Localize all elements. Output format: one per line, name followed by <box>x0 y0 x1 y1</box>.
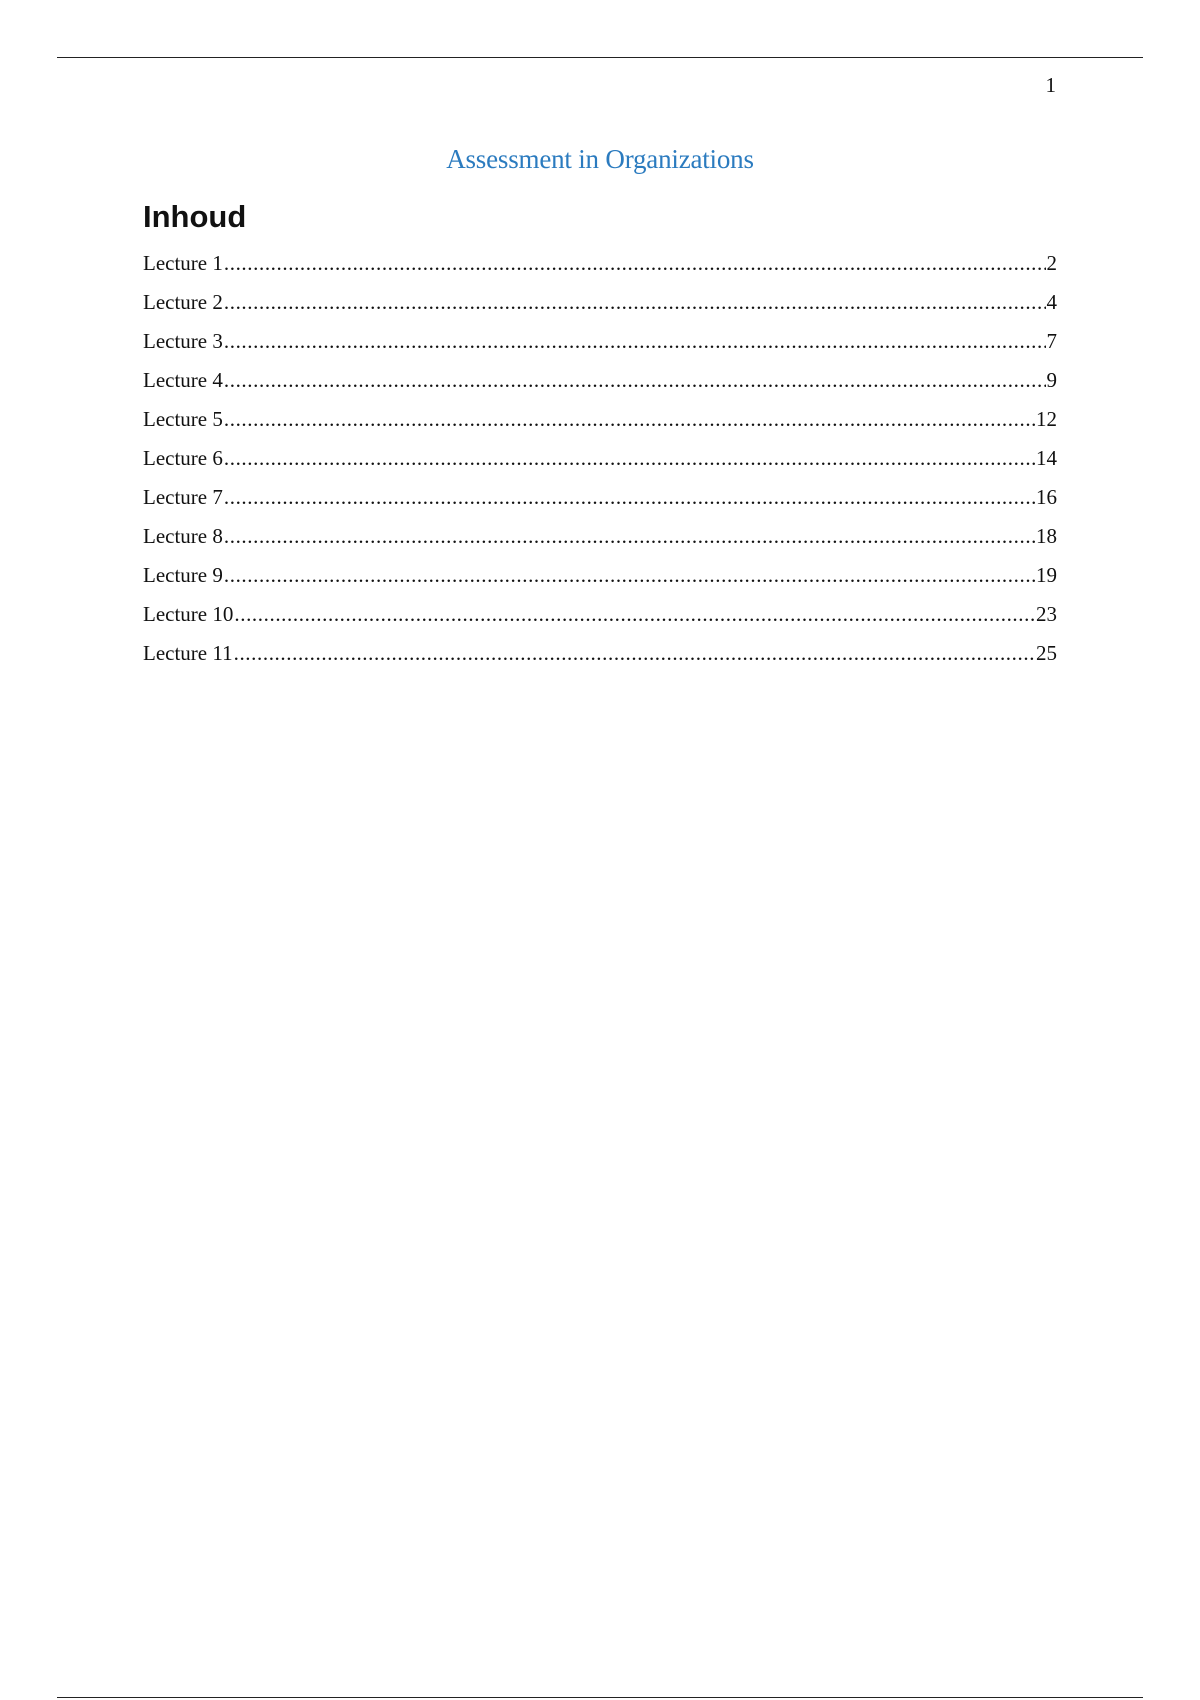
page-number: 1 <box>1045 73 1056 97</box>
toc-entry-page: 7 <box>1046 329 1057 353</box>
toc-entry-page: 14 <box>1036 446 1057 470</box>
toc-heading: Inhoud <box>143 199 247 234</box>
toc-entry-label: Lecture 11 <box>143 641 233 665</box>
toc-entry-page: 23 <box>1036 602 1057 626</box>
header-rule <box>57 57 1143 58</box>
toc-entry-page: 19 <box>1036 563 1057 587</box>
toc-dot-leader <box>224 328 1046 354</box>
toc-dot-leader <box>224 484 1035 510</box>
toc-entry-label: Lecture 9 <box>143 563 223 587</box>
toc-entry-label: Lecture 2 <box>143 290 223 314</box>
toc-entry-page: 25 <box>1036 641 1057 665</box>
toc-entry-page: 18 <box>1036 524 1057 548</box>
toc-entry-lecture-6[interactable] <box>143 445 1057 484</box>
toc-dot-leader <box>224 562 1035 588</box>
toc-entry-label: Lecture 1 <box>143 251 223 275</box>
toc-entry-lecture-1[interactable] <box>143 250 1057 289</box>
toc-entry-page: 12 <box>1036 407 1057 431</box>
toc-dot-leader <box>224 523 1035 549</box>
toc-entry-label: Lecture 7 <box>143 485 223 509</box>
toc-entry-label: Lecture 4 <box>143 368 223 392</box>
toc-dot-leader <box>234 601 1035 627</box>
document-title: Assessment in Organizations <box>446 144 754 174</box>
toc-entry-lecture-7[interactable] <box>143 484 1057 523</box>
toc-dot-leader <box>224 367 1046 393</box>
toc-entry-lecture-11[interactable] <box>143 640 1057 679</box>
toc-entry-lecture-2[interactable] <box>143 289 1057 328</box>
toc-entry-lecture-9[interactable] <box>143 562 1057 601</box>
footer-rule <box>57 1697 1143 1698</box>
toc-entry-label: Lecture 3 <box>143 329 223 353</box>
toc-entry-page: 16 <box>1036 485 1057 509</box>
toc-dot-leader <box>224 406 1035 432</box>
toc-dot-leader <box>234 640 1035 666</box>
toc-entry-label: Lecture 6 <box>143 446 223 470</box>
toc-dot-leader <box>224 250 1046 276</box>
toc-entry-label: Lecture 8 <box>143 524 223 548</box>
toc-entry-lecture-5[interactable] <box>143 406 1057 445</box>
toc-entry-label: Lecture 5 <box>143 407 223 431</box>
toc-entry-lecture-4[interactable] <box>143 367 1057 406</box>
toc-entry-page: 9 <box>1046 368 1057 392</box>
table-of-contents <box>143 250 1057 679</box>
toc-entry-lecture-8[interactable] <box>143 523 1057 562</box>
toc-entry-label: Lecture 10 <box>143 602 234 626</box>
toc-dot-leader <box>224 445 1035 471</box>
toc-entry-lecture-3[interactable] <box>143 328 1057 367</box>
toc-entry-page: 4 <box>1046 290 1057 314</box>
toc-entry-page: 2 <box>1046 251 1057 275</box>
toc-entry-lecture-10[interactable] <box>143 601 1057 640</box>
toc-dot-leader <box>224 289 1046 315</box>
